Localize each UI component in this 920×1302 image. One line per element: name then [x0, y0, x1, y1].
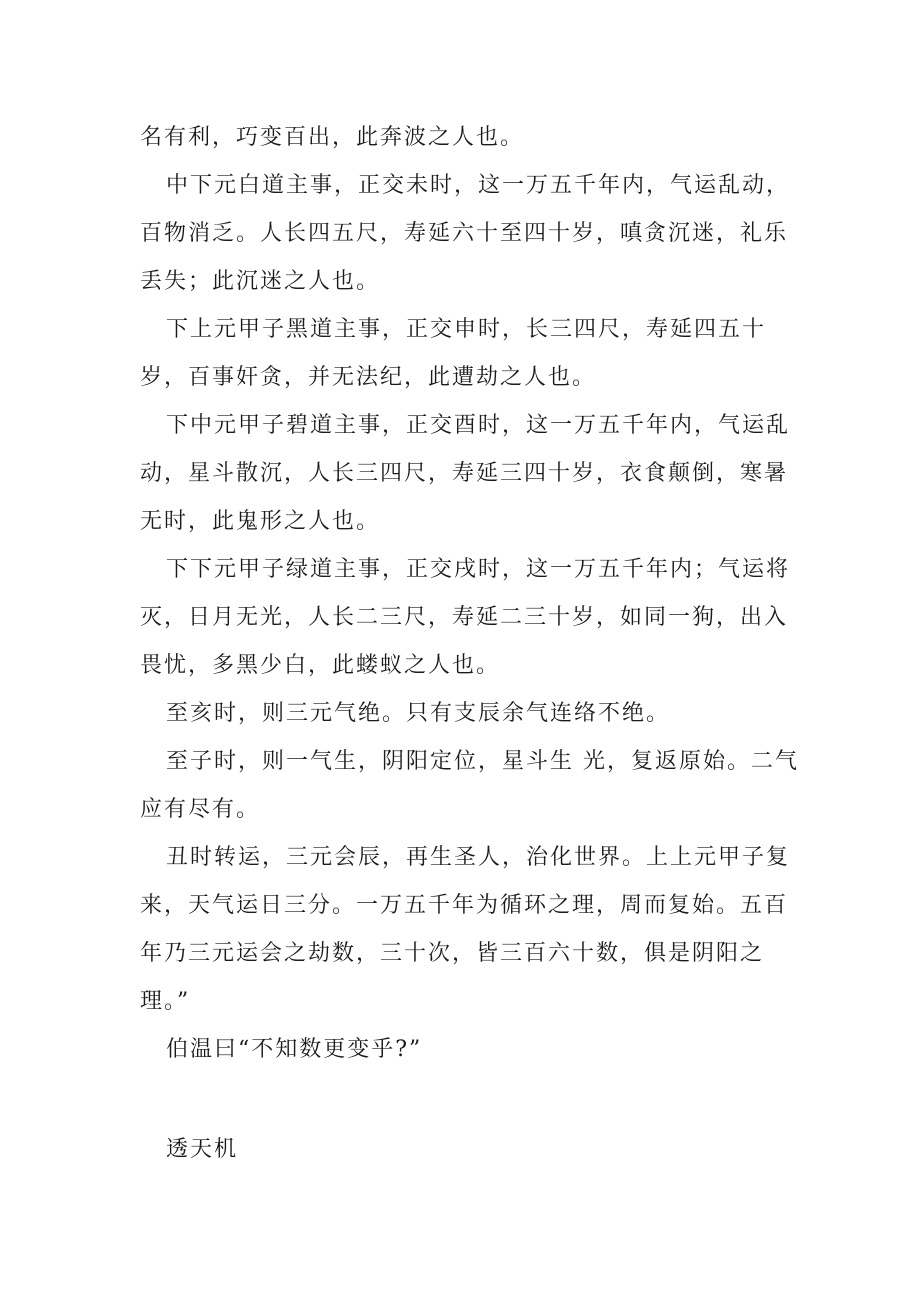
- body-text: [140, 114, 800, 1074]
- paragraph-1: 名有利，巧变百出，此奔波之人也。: [140, 125, 525, 150]
- paragraph-4: 下中元甲子碧道主事，正交酉时，这一万五千年内，气运乱动，星斗散沉，人长三四尺，寿延三四十岁，衣食颠倒，寒暑无时，此鬼形之人也。: [140, 413, 791, 534]
- paragraph-8: 丑时转运，三元会辰，再生圣人，治化世界。上上元甲子复来，天气运日三分。一万五千年为循环之理，周而复始。五百年乃三元运会之劫数，三十次，皆三百六十数，俱是阴阳之理。”: [140, 845, 791, 1014]
- section-heading: 透天机: [166, 1137, 239, 1162]
- paragraph-5: 下下元甲子绿道主事，正交戌时，这一万五千年内；气运将灭，日月无光，人长二三尺，寿延二三十岁，如同一狗，出入畏忧，多黑少白，此蝼蚁之人也。: [140, 557, 791, 678]
- paragraph-9: 伯温曰“不知数更变乎?”: [166, 1037, 423, 1062]
- paragraph-7: 至子时，则一气生，阴阳定位，星斗生 光，复返原始。二气应有尽有。: [140, 749, 799, 822]
- paragraph-6: 至亥时，则三元气绝。只有支辰余气连络不绝。: [166, 701, 671, 726]
- paragraph-3: 下上元甲子黑道主事，正交申时，长三四尺，寿延四五十岁，百事奸贪，并无法纪，此遭劫之人也。: [140, 317, 767, 390]
- paragraph-2: 中下元白道主事，正交未时，这一万五千年内，气运乱动，百物消乏。人长四五尺，寿延六十至四十岁，嗔贪沉迷，礼乐丢失；此沉迷之人也。: [140, 173, 791, 294]
